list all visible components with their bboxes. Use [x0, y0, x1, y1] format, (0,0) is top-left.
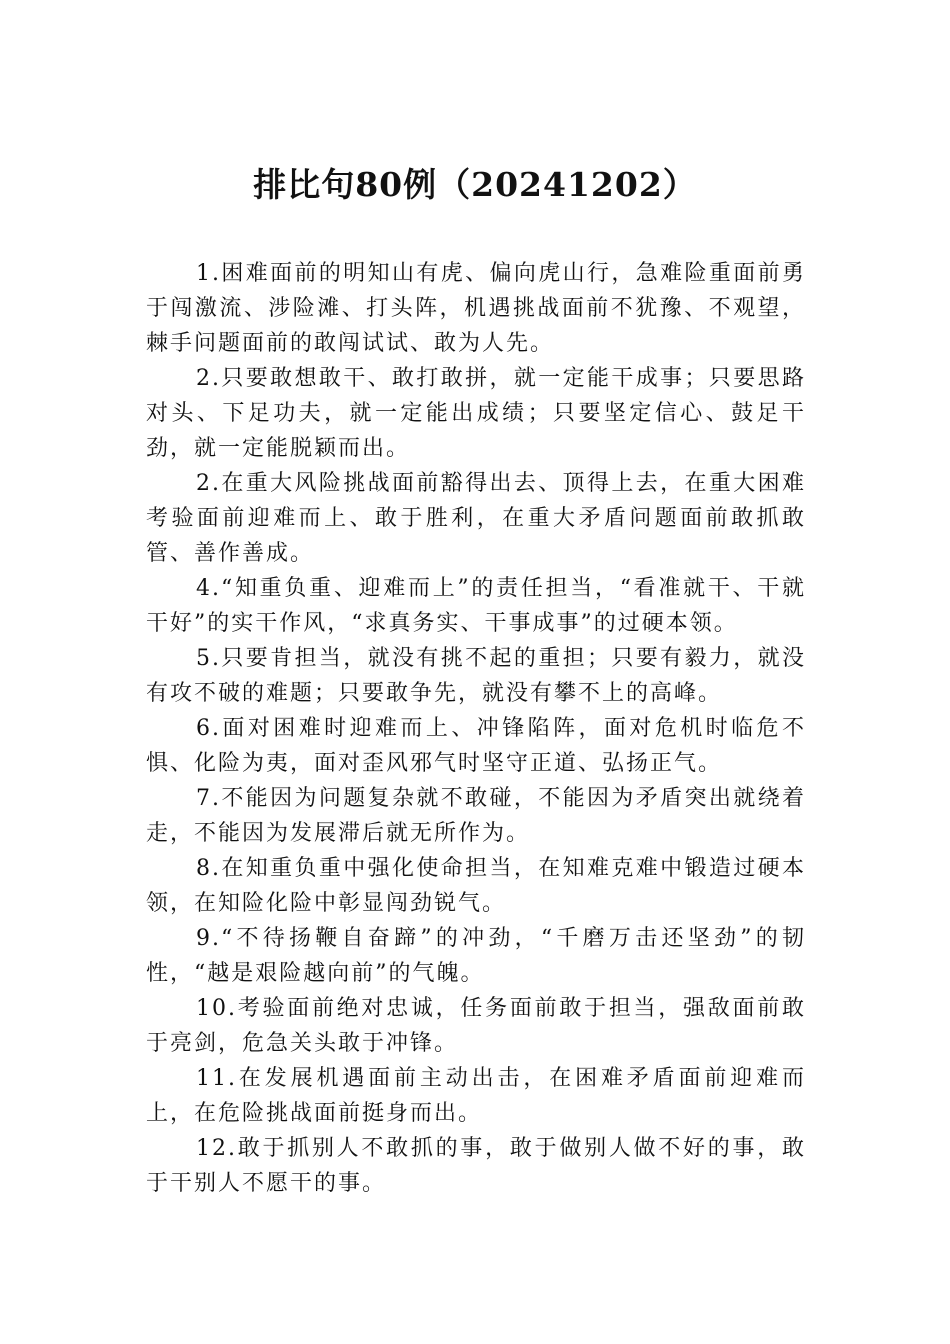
paragraph-6: 6.面对困难时迎难而上、冲锋陷阵，面对危机时临危不惧、化险为夷，面对歪风邪气时坚守正道、弘扬正气。 [146, 716, 806, 776]
document-body [146, 256, 806, 1201]
paragraph-12: 12.敢于抓别人不敢抓的事，敢于做别人做不好的事，敢于干别人不愿干的事。 [146, 1136, 806, 1196]
paragraph-4: 4.“知重负重、迎难而上”的责任担当，“看准就干、干就干好”的实干作风，“求真务实、干事成事”的过硬本领。 [146, 576, 806, 636]
document-title: 排比句80例（20241202） [253, 165, 697, 204]
paragraph-5: 5.只要肯担当，就没有挑不起的重担；只要有毅力，就没有攻不破的难题；只要敢争先，就没有攀不上的高峰。 [146, 646, 806, 706]
paragraph-10: 10.考验面前绝对忠诚，任务面前敢于担当，强敌面前敢于亮剑，危急关头敢于冲锋。 [146, 996, 806, 1056]
paragraph-8: 8.在知重负重中强化使命担当，在知难克难中锻造过硬本领，在知险化险中彰显闯劲锐气。 [146, 856, 806, 916]
paragraph-3: 2.在重大风险挑战面前豁得出去、顶得上去，在重大困难考验面前迎难而上、敢于胜利，在重大矛盾问题面前敢抓敢管、善作善成。 [146, 471, 806, 566]
paragraph-11: 11.在发展机遇面前主动出击，在困难矛盾面前迎难而上，在危险挑战面前挺身而出。 [146, 1066, 806, 1126]
paragraph-9: 9.“不待扬鞭自奋蹄”的冲劲，“千磨万击还坚劲”的韧性，“越是艰险越向前”的气魄。 [146, 926, 806, 986]
paragraph-2: 2.只要敢想敢干、敢打敢拼，就一定能干成事；只要思路对头、下足功夫，就一定能出成绩；只要坚定信心、鼓足干劲，就一定能脱颖而出。 [146, 366, 806, 461]
paragraph-1: 1.困难面前的明知山有虎、偏向虎山行，急难险重面前勇于闯激流、涉险滩、打头阵，机遇挑战面前不犹豫、不观望，棘手问题面前的敢闯试试、敢为人先。 [146, 261, 806, 356]
paragraph-7: 7.不能因为问题复杂就不敢碰，不能因为矛盾突出就绕着走，不能因为发展滞后就无所作为。 [146, 786, 806, 846]
